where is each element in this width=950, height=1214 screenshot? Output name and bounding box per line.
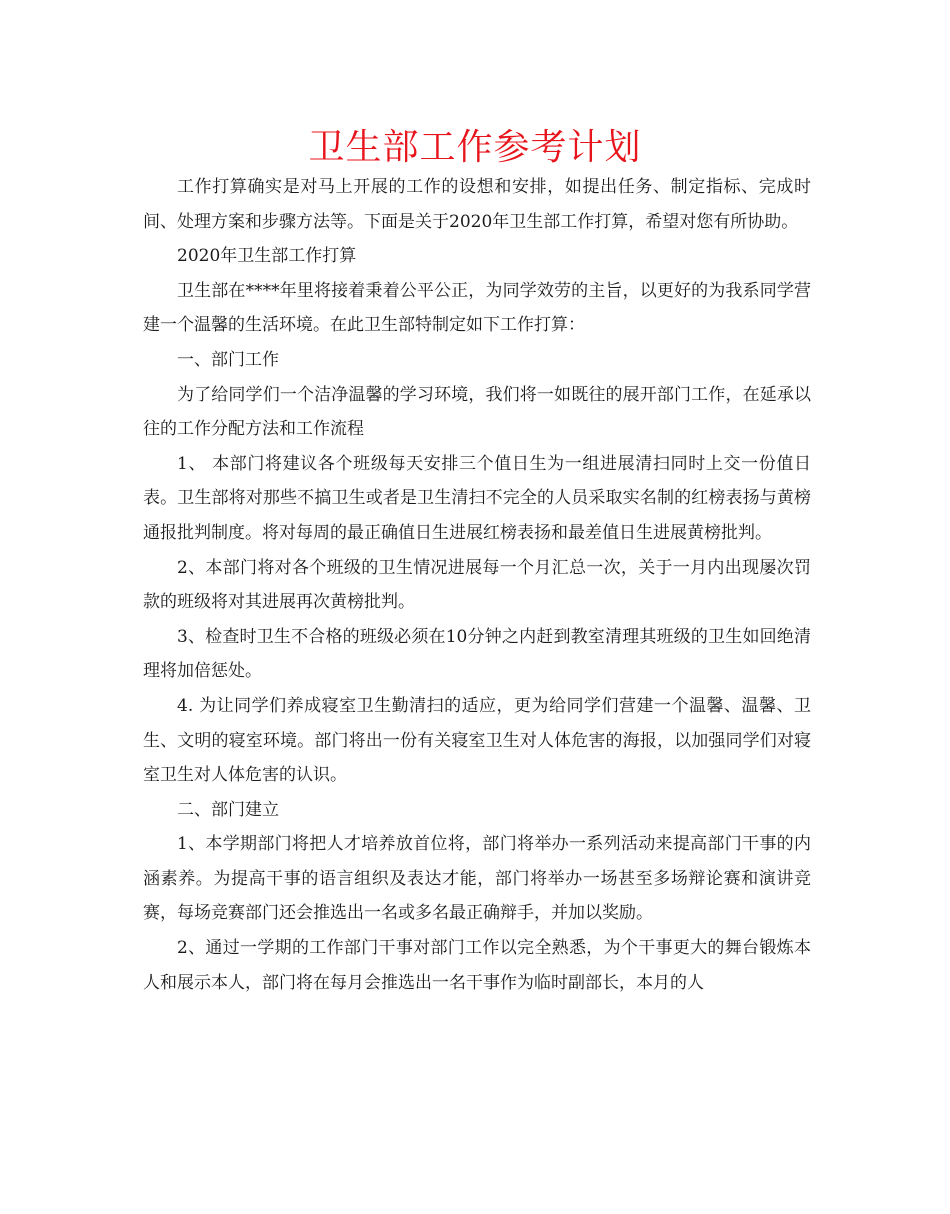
paragraph-purpose: 卫生部在****年里将接着秉着公平公正，为同学效劳的主旨，以更好的为我系同学营建一个温馨的生活环境。在此卫生部特制定如下工作打算：: [143, 280, 811, 336]
section-heading-department-building: 二、部门建立: [177, 799, 279, 820]
list-item-1: 1、 本部门将建议各个班级每天安排三个值日生为一组进展清扫同时上交一份值日表。卫生部将对那些不搞卫生或者是卫生清扫不完全的人员采取实名制的红榜表扬与黄榜通报批判制度。将对每周的最正确值日生进展红榜表扬和最差值日生进展黄榜批判。: [143, 453, 811, 543]
paragraph-intro: 工作打算确实是对马上开展的工作的设想和安排，如提出任务、制定指标、完成时间、处理方案和步骤方法等。下面是关于2020年卫生部工作打算，希望对您有所协助。: [143, 177, 811, 232]
paragraph-subtitle: 2020年卫生部工作打算: [177, 246, 357, 267]
list-item-2: 2、本部门将对各个班级的卫生情况进展每一个月汇总一次，关于一月内出现屡次罚款的班级将对其进展再次黄榜批判。: [143, 557, 811, 613]
list-item-3: 3、检查时卫生不合格的班级必须在10分钟之内赶到教室清理其班级的卫生如回绝清理将加倍惩处。: [143, 626, 811, 682]
section-heading-department-work: 一、部门工作: [177, 349, 279, 370]
document-title: 卫生部工作参考计划: [308, 127, 642, 168]
paragraph-department-work-intro: 为了给同学们一个洁净温馨的学习环境，我们将一如既往的展开部门工作，在延承以往的工作分配方法和工作流程: [143, 384, 811, 440]
building-item-1: 1、本学期部门将把人才培养放首位将，部门将举办一系列活动来提高部门干事的内涵素养。为提高干事的语言组织及表达才能，部门将举办一场甚至多场辩论赛和演讲竞赛，每场竞赛部门还会推选出一名或多名最正确辩手，并加以奖励。: [143, 834, 811, 924]
list-item-4: 4. 为让同学们养成寝室卫生勤清扫的适应，更为给同学们营建一个温馨、温馨、卫生、文明的寝室环境。部门将出一份有关寝室卫生对人体危害的海报，以加强同学们对寝室卫生对人体危害的认识。: [143, 695, 811, 786]
document-body: [143, 170, 811, 1000]
building-item-2: 2、通过一学期的工作部门干事对部门工作以完全熟悉，为个干事更大的舞台锻炼本人和展示本人，部门将在每月会推选出一名干事作为临时副部长，本月的人: [143, 938, 811, 993]
